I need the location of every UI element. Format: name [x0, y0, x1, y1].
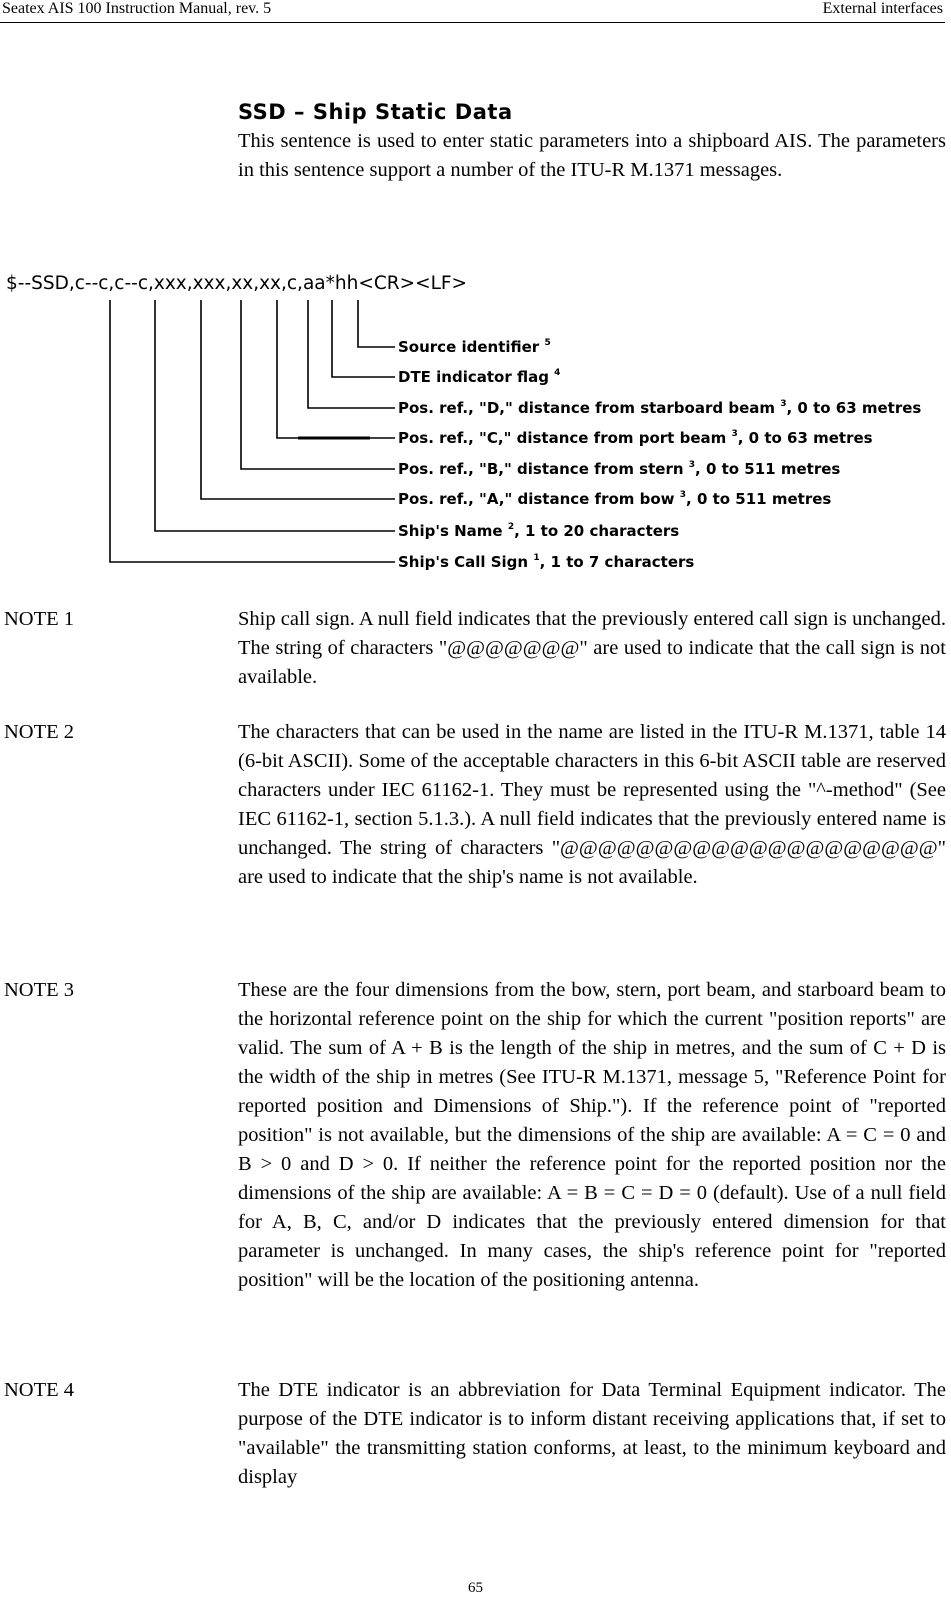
connector-line-pos-ref-c [277, 300, 395, 438]
connector-line-call-sign [110, 300, 395, 562]
sentence-format-svg [0, 270, 951, 590]
field-label-pos-ref-a: Pos. ref., "A," distance from bow $^3$, 0 to 511 metres [398, 490, 832, 508]
page-number: 65 [468, 1580, 483, 1596]
header-chapter-title: External interfaces [822, 0, 943, 17]
note-label: NOTE 2 [4, 721, 75, 743]
field-label-ships-name: Ship's Name $^2$, 1 to 20 characters [398, 522, 680, 540]
field-label-pos-ref-c: Pos. ref., "C," distance from port beam $^3$, 0 to 63 metres [398, 429, 873, 447]
note-text: These are the four dimensions from the bow, stern, port beam, and starboard beam to the horizontal reference point on the ship for which the current "position reports" are valid. The sum of A + B is the length of the ship in metres, and the sum of C + D is the width of the ship in metres (See ITU-R M.1371, message 5, "Reference Point for reported position and Dimensions of Ship."). If the reference point of "reported position" is not available, but the dimensions of the ship are available: A = C = 0 and B > 0 and D > 0. If neither the reference point for the reported position nor the dimensions of the ship are available: A = B = C = D = 0 (default). Use of a null field for A, B, C, and/or D indicates that the previously entered dimension for that parameter is unchanged. In many cases, the ship's reference point for "reported position" will be the location of the positioning antenna. [238, 979, 946, 1291]
connector-lines [110, 300, 395, 562]
page-header [0, 0, 945, 23]
field-label-dte-indicator: DTE indicator flag $^4$ [398, 368, 561, 386]
note-text: The DTE indicator is an abbreviation for Data Terminal Equipment indicator. The purpose of the DTE indicator is to inform distant receiving applications that, if set to "available" the transmitting station conforms, at least, to the minimum keyboard and display [238, 1379, 946, 1488]
field-label-call-sign: Ship's Call Sign $^1$, 1 to 7 characters [398, 553, 695, 571]
section-title: SSD – Ship Static Data [238, 100, 513, 124]
note-text: Ship call sign. A null field indicates that the previously entered call sign is unchanged. The string of characters "@@@@@@@" are used to indicate that the call sign is not available. [238, 608, 946, 688]
note-text: The characters that can be used in the name are listed in the ITU-R M.1371, table 14 (6-bit ASCII). Some of the acceptable characters in this 6-bit ASCII table are reserved characters under IEC 61162-1. They must be represented using the "^-method" (See IEC 61162-1, section 5.1.3.). A null field indicates that the previously entered name is unchanged. The string of characters "@@@@@@@@@@@@@@@@@@@@" are used to indicate that the ship's name is not available. [238, 721, 946, 888]
field-label-source-identifier: Source identifier $^5$ [398, 338, 551, 356]
field-label-pos-ref-b: Pos. ref., "B," distance from stern $^3$, 0 to 511 metres [398, 460, 841, 478]
sentence-syntax: $--SSD,c--c,c--c,xxx,xxx,xx,xx,c,aa*hh<CR><LF> [6, 273, 468, 294]
connector-line-source-identifier [358, 300, 395, 347]
note-label: NOTE 3 [4, 979, 75, 1001]
note-label: NOTE 4 [4, 1379, 75, 1401]
header-document-title: Seatex AIS 100 Instruction Manual, rev. 5 [2, 0, 272, 17]
connector-line-pos-ref-b [241, 300, 395, 469]
note-label: NOTE 1 [4, 608, 75, 630]
connector-line-pos-ref-d [308, 300, 395, 408]
connector-line-ships-name [155, 300, 395, 531]
connector-line-dte-indicator [332, 300, 395, 377]
field-label-pos-ref-d: Pos. ref., "D," distance from starboard beam $^3$, 0 to 63 metres [398, 399, 922, 417]
sentence-format-diagram [0, 270, 951, 590]
section-intro: This sentence is used to enter static parameters into a shipboard AIS. The parameters in this sentence support a number of the ITU-R M.1371 messages. [238, 130, 946, 181]
